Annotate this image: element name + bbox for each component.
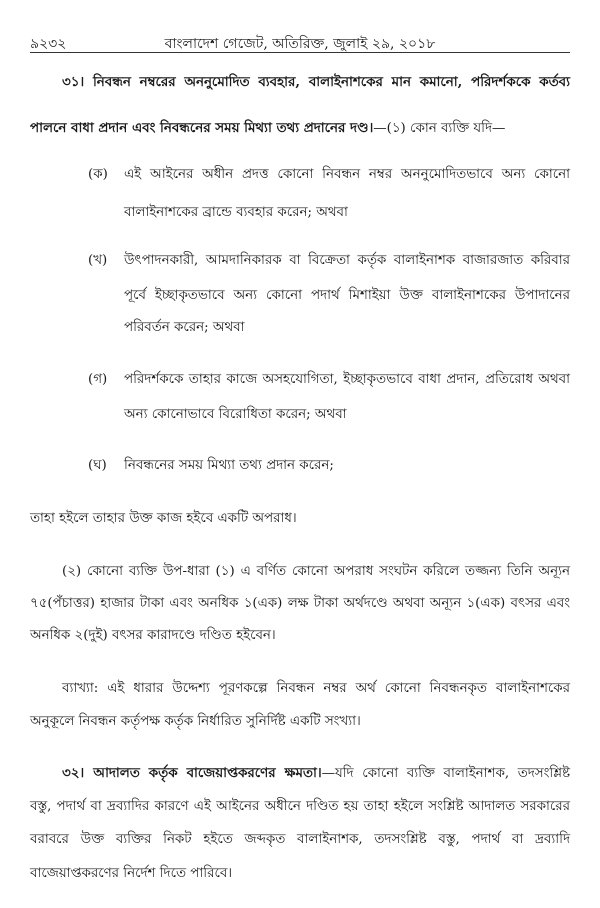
clause-ka-line2: বালাইনাশকের ব্রান্ডে ব্যবহার করেন; অথবা — [124, 205, 348, 220]
section-31-conclusion: তাহা হইলে তাহার উক্ত কাজ হইবে একটি অপরাধ। — [30, 511, 297, 526]
subsection-2-line3: অনধিক ২(দুই) বৎসর কারাদণ্ডে দণ্ডিত হইবেন। — [30, 628, 276, 643]
clause-kha-line2: পূর্বে ইচ্ছাকৃতভাবে অন্য কোনো পদার্থ মিশাইয়া উক্ত বালাইনাশকের উপাদানের — [124, 288, 570, 303]
section-32-line1-rest: —যদি কোনো ব্যক্তি বালাইনাশক, তদসংশ্লিষ্ট — [321, 766, 570, 781]
section-31-lead: —(১) কোন ব্যক্তি যদি— — [373, 121, 506, 136]
section-32-heading: ৩২। আদালত কর্তৃক বাজেয়াপ্তকরণের ক্ষমতা। — [62, 765, 322, 781]
clause-gha-line1: নিবন্ধনের সময় মিথ্যা তথ্য প্রদান করেন; — [124, 458, 334, 473]
clause-kha-line1: উৎপাদনকারী, আমদানিকারক বা বিক্রেতা কর্তৃক বালাইনাশক বাজারজাত করিবার — [124, 253, 570, 268]
clause-ga-label: (গ) — [88, 372, 108, 387]
clause-ga-line1: পরিদর্শককে তাহার কাজে অসহযোগিতা, ইচ্ছাকৃতভাবে বাধা প্রদান, প্রতিরোধ অথবা — [124, 372, 570, 387]
clause-gha-label: (ঘ) — [88, 458, 107, 473]
section-32-line1 — [62, 763, 570, 784]
explanation-line1: ব্যাখ্যা: এই ধারার উদ্দেশ্য পূরণকল্পে নিবন্ধন নম্বর অর্থ কোনো নিবন্ধনকৃত বালাইনাশকের — [62, 681, 570, 696]
subsection-2-line2: ৭৫(পঁচাত্তর) হাজার টাকা এবং অনধিক ১(এক) লক্ষ টাকা অর্থদণ্ডে অথবা অন্যূন ১(এক) বৎসর এবং — [30, 596, 570, 611]
subsection-2-line1: (২) কোনো ব্যক্তি উপ-ধারা (১) এ বর্ণিত কোনো অপরাধ সংঘটন করিলে তজ্জন্য তিনি অন্যূন — [62, 564, 570, 579]
clause-ka-line1: এই আইনের অধীন প্রদত্ত কোনো নিবন্ধন নম্বর অননুমোদিতভাবে অন্য কোনো — [124, 167, 570, 182]
page-number: ৯২৩২ — [30, 36, 67, 52]
clause-kha-line3: পরিবর্তন করেন; অথবা — [124, 320, 245, 335]
section-32-line4: বাজেয়াপ্তকরণের নির্দেশ দিতে পারিবে। — [30, 866, 233, 881]
explanation-line2: অনুকূলে নিবন্ধন কর্তৃপক্ষ কর্তৃক নির্ধারিত সুনির্দিষ্ট একটি সংখ্যা। — [30, 714, 361, 729]
section-31-heading-cont — [30, 118, 505, 139]
clause-kha-label: (খ) — [88, 253, 108, 268]
section-31-heading: ৩১। নিবন্ধন নম্বরের অননুমোদিত ব্যবহার, বালাইনাশকের মান কমানো, পরিদর্শককে কর্তব্য — [62, 74, 570, 90]
page-header — [30, 30, 570, 53]
gazette-title: বাংলাদেশ গেজেট, অতিরিক্ত, জুলাই ২৯, ২০১৮ — [164, 36, 436, 52]
section-31-heading-end: পালনে বাধা প্রদান এবং নিবন্ধনের সময় মিথ্যা তথ্য প্রদানের দণ্ড। — [30, 120, 374, 136]
clause-ka-label: (ক) — [88, 167, 108, 182]
section-32-line3: বরাবরে উক্ত ব্যক্তির নিকট হইতে জব্দকৃত বালাইনাশক, তদসংশ্লিষ্ট বস্তু, পদার্থ বা দ্রব্যাদি — [30, 832, 570, 847]
clause-ga-line2: অন্য কোনোভাবে বিরোধিতা করেন; অথবা — [124, 407, 347, 422]
section-32-line2: বস্তু, পদার্থ বা দ্রব্যাদির কারণে এই আইনের অধীনে দণ্ডিত হয় তাহা হইলে সংশ্লিষ্ট আদালত সরকারের — [30, 799, 570, 814]
